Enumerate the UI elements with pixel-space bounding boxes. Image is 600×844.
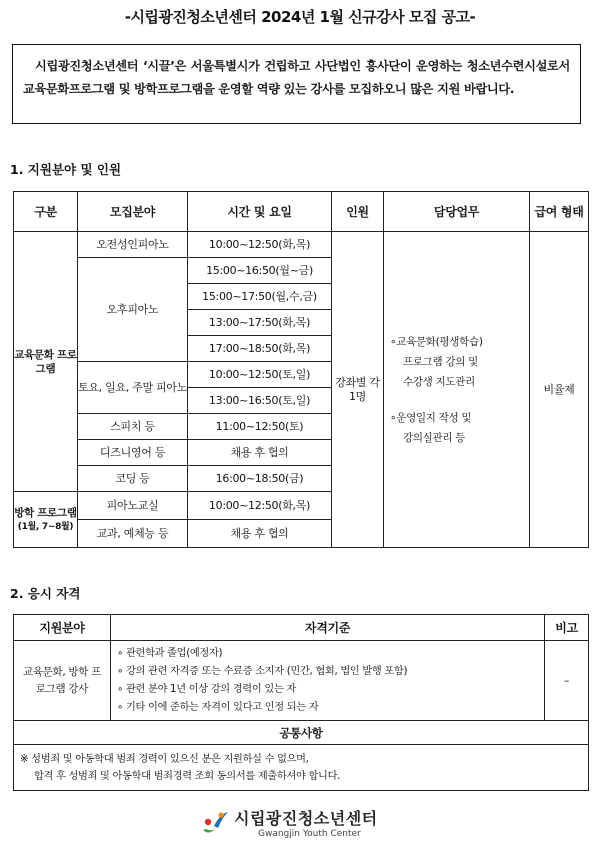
field-weekend-piano: 토요, 일요, 주말 피아노	[78, 362, 188, 414]
section1-heading: 1. 지원분야 및 인원	[10, 162, 122, 177]
recruitment-table	[13, 191, 589, 548]
header-note: 비고	[545, 615, 589, 641]
group-edu: 교육문화 프로그램	[14, 232, 78, 492]
time-afternoon-4: 17:00~18:50(화,목)	[188, 336, 332, 362]
table-row	[14, 641, 589, 721]
common-line: 합격 후 성범죄 및 아동학대 범죄경력 조회 동의서를 제출하셔야 합니다.	[34, 770, 341, 782]
note-value: –	[545, 641, 589, 721]
time-coding: 16:00~18:50(금)	[188, 466, 332, 492]
field-piano-class: 피아노교실	[78, 492, 188, 520]
common-note	[14, 745, 589, 791]
logo-orange-dot	[218, 812, 223, 817]
time-afternoon-2: 15:00~17:50(월,수,금)	[188, 284, 332, 310]
header-count: 인원	[332, 192, 384, 232]
header-field: 모집분야	[78, 192, 188, 232]
logo-subtitle: Gwangjin Youth Center	[258, 829, 361, 839]
table-header-row	[14, 615, 589, 641]
qualification-table	[13, 614, 589, 791]
table-row	[14, 232, 589, 258]
time-weekend-1: 10:00~12:50(토,일)	[188, 362, 332, 388]
duty-line: 강의실관리 등	[403, 431, 466, 444]
duty-line: 수강생 지도관리	[403, 375, 475, 388]
logo-red-dot	[205, 819, 211, 825]
section2-heading: 2. 응시 자격	[10, 586, 81, 601]
logo-mark-icon	[200, 810, 230, 838]
field-disney-english: 디즈니영어 등	[78, 440, 188, 466]
criteria-item: ∘ 관련학과 졸업(예정자)	[117, 647, 223, 659]
header-duty: 담당업무	[384, 192, 530, 232]
duty-line: ∘교육문화(평생학습)	[390, 335, 483, 348]
header-time: 시간 및 요일	[188, 192, 332, 232]
pay-type: 비율제	[530, 232, 589, 548]
time-adult-piano: 10:00~12:50(화,목)	[188, 232, 332, 258]
field-coding: 코딩 등	[78, 466, 188, 492]
header-group: 구분	[14, 192, 78, 232]
field-value: 교육문화, 방학 프로그램 강사	[14, 641, 111, 721]
recruit-count: 강좌별 각 1명	[332, 232, 384, 548]
table-header-row	[14, 192, 589, 232]
criteria-item: ∘ 강의 관련 자격증 또는 수료증 소지자 (민간, 협회, 법인 발행 포함)	[117, 665, 408, 677]
duty-line: ∘운영일지 작성 및	[390, 411, 472, 424]
time-piano-class: 10:00~12:50(화,목)	[188, 492, 332, 520]
field-adult-piano: 오전성인피아노	[78, 232, 188, 258]
table-row	[14, 745, 589, 791]
time-subjects-arts: 채용 후 협의	[188, 520, 332, 548]
common-line: ※ 성범죄 및 아동학대 범죄 경력이 있으신 분은 지원하실 수 없으며,	[20, 753, 309, 765]
common-title: 공통사항	[14, 721, 589, 745]
header-criteria: 자격기준	[111, 615, 545, 641]
logo-green-swoosh	[203, 828, 216, 833]
field-afternoon-piano: 오후피아노	[78, 258, 188, 362]
group-vacation-note: (1월, 7~8월)	[17, 521, 74, 532]
group-vacation-title: 방학 프로그램	[14, 506, 77, 519]
duties	[384, 232, 530, 548]
time-disney-english: 채용 후 협의	[188, 440, 332, 466]
time-afternoon-1: 15:00~16:50(월~금)	[188, 258, 332, 284]
page-title: -시립광진청소년센터 2024년 1월 신규강사 모집 공고-	[124, 8, 476, 26]
table-row	[14, 721, 589, 745]
intro-text: 시립광진청소년센터 ‘시끌’은 서울특별시가 건립하고 사단법인 흥사단이 운영하는 청소년수련시설로서 교육문화프로그램 및 방학프로그램을 운영할 역량 있는 강사를 모집하오니 많은 지원 바랍니다.	[23, 59, 570, 96]
criteria-item: ∘ 기타 이에 준하는 자격이 있다고 인정 되는 자	[117, 701, 319, 713]
field-subjects-arts: 교과, 예체능 등	[78, 520, 188, 548]
criteria-item: ∘ 관련 분야 1년 이상 강의 경력이 있는 자	[117, 683, 296, 695]
time-speech: 11:00~12:50(토)	[188, 414, 332, 440]
intro-box	[12, 44, 581, 124]
header-field: 지원분야	[14, 615, 111, 641]
time-afternoon-3: 13:00~17:50(화,목)	[188, 310, 332, 336]
group-vacation	[14, 492, 78, 548]
header-pay: 급여 형태	[530, 192, 589, 232]
criteria-list	[111, 641, 545, 721]
logo-name: 시립광진청소년센터	[234, 809, 378, 828]
field-speech: 스피치 등	[78, 414, 188, 440]
duty-line: 프로그램 강의 및	[403, 355, 478, 368]
center-logo	[200, 806, 400, 842]
time-weekend-2: 13:00~16:50(토,일)	[188, 388, 332, 414]
